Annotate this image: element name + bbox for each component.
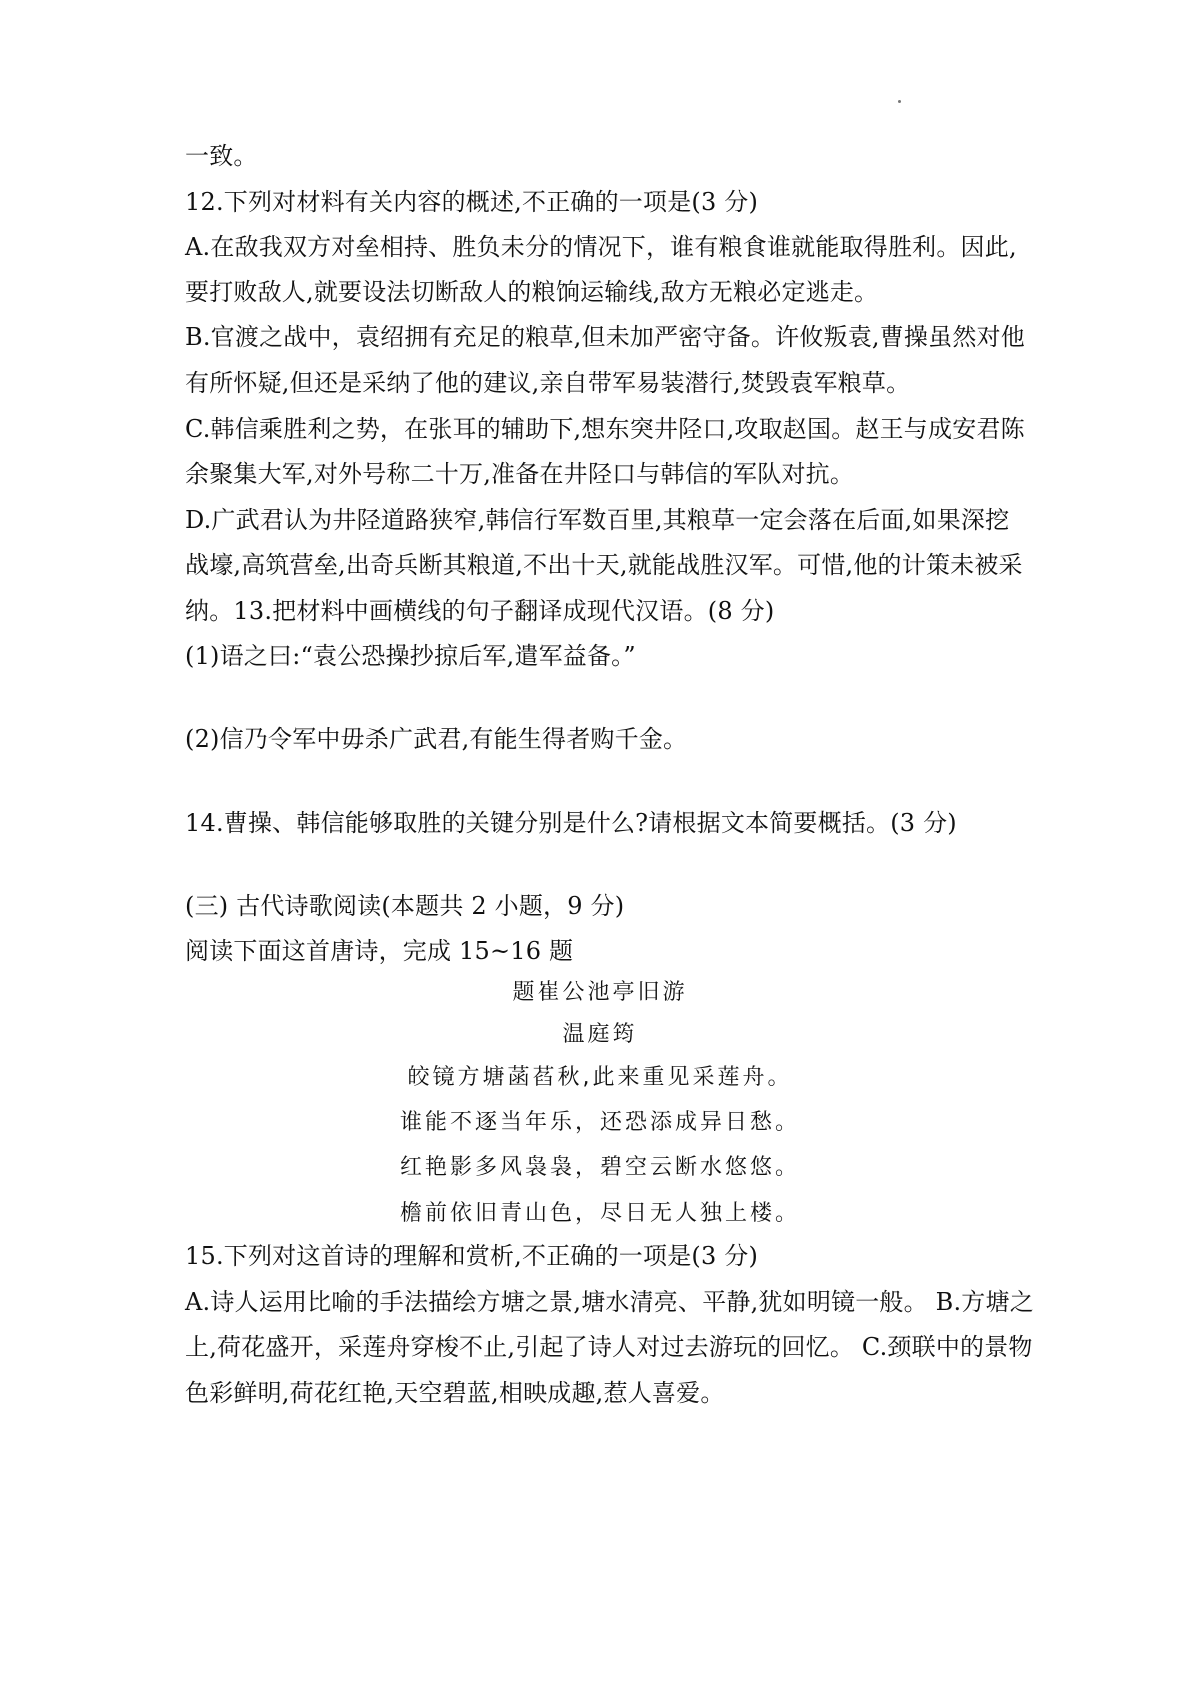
question-12-option-c: C.韩信乘胜利之势，在张耳的辅助下,想东突井陉口,攻取赵国。赵王与成安君陈 (185, 415, 1025, 443)
question-15-stem: 15.下列对这首诗的理解和赏析,不正确的一项是(3 分) (185, 1242, 759, 1270)
question-12-option-d-cont: 战壕,高筑营垒,出奇兵断其粮道,不出十天,就能战胜汉军。可惜,他的计策未被采 (185, 551, 1023, 579)
scan-dot (898, 100, 901, 103)
section-three-heading: (三) 古代诗歌阅读(本题共 2 小题，9 分) (185, 892, 625, 920)
poem-title: 题崔公池亭旧游 (512, 980, 688, 1005)
question-12-option-a: A.在敌我双方对垒相持、胜负未分的情况下，谁有粮食谁就能取得胜利。因此, (185, 233, 1017, 261)
question-15-options-ab: A.诗人运用比喻的手法描绘方塘之景,塘水清亮、平静,犹如明镜一般。 B.方塘之 (185, 1288, 1034, 1316)
poem-author: 温庭筠 (562, 1022, 638, 1047)
question-12-option-b-cont: 有所怀疑,但还是采纳了他的建议,亲自带军易装潜行,焚毁袁军粮草。 (185, 369, 911, 397)
question-14-stem: 14.曹操、韩信能够取胜的关键分别是什么?请根据文本简要概括。(3 分) (185, 809, 957, 837)
poem-verse: 红艳影多风袅袅，碧空云断水悠悠。 (399, 1155, 800, 1180)
question-13-sentence-2: (2)信乃令军中毋杀广武君,有能生得者购千金。 (185, 725, 688, 753)
text-line-continuation: 一致。 (185, 142, 258, 170)
question-12-option-b: B.官渡之战中，袁绍拥有充足的粮草,但未加严密守备。许攸叛袁,曹操虽然对他 (185, 323, 1025, 351)
question-15-options-bc: 上,荷花盛开，采莲舟穿梭不止,引起了诗人对过去游玩的回忆。 C.颈联中的景物 (185, 1333, 1033, 1361)
question-12-option-c-cont: 余聚集大军,对外号称二十万,准备在井陉口与韩信的军队对抗。 (185, 460, 855, 488)
question-13-stem: 纳。13.把材料中画横线的句子翻译成现代汉语。(8 分) (185, 597, 775, 625)
question-15-option-c-cont: 色彩鲜明,荷花红艳,天空碧蓝,相映成趣,惹人喜爱。 (185, 1379, 725, 1407)
poem-verse: 皎镜方塘菡萏秋,此来重见采莲舟。 (407, 1065, 793, 1090)
question-13-sentence-1: (1)语之曰:“袁公恐操抄掠后军,遣军益备。” (185, 642, 636, 670)
question-12-stem: 12.下列对材料有关内容的概述,不正确的一项是(3 分) (185, 188, 759, 216)
poem-verse: 谁能不逐当年乐，还恐添成异日愁。 (399, 1110, 800, 1135)
question-12-option-d: D.广武君认为井陉道路狭窄,韩信行军数百里,其粮草一定会落在后面,如果深挖 (185, 506, 1010, 534)
question-12-option-a-cont: 要打败敌人,就要设法切断敌人的粮饷运输线,敌方无粮必定逃走。 (185, 278, 879, 306)
poem-verse: 檐前依旧青山色，尽日无人独上楼。 (399, 1201, 800, 1226)
poem-instruction: 阅读下面这首唐诗，完成 15~16 题 (185, 937, 574, 965)
